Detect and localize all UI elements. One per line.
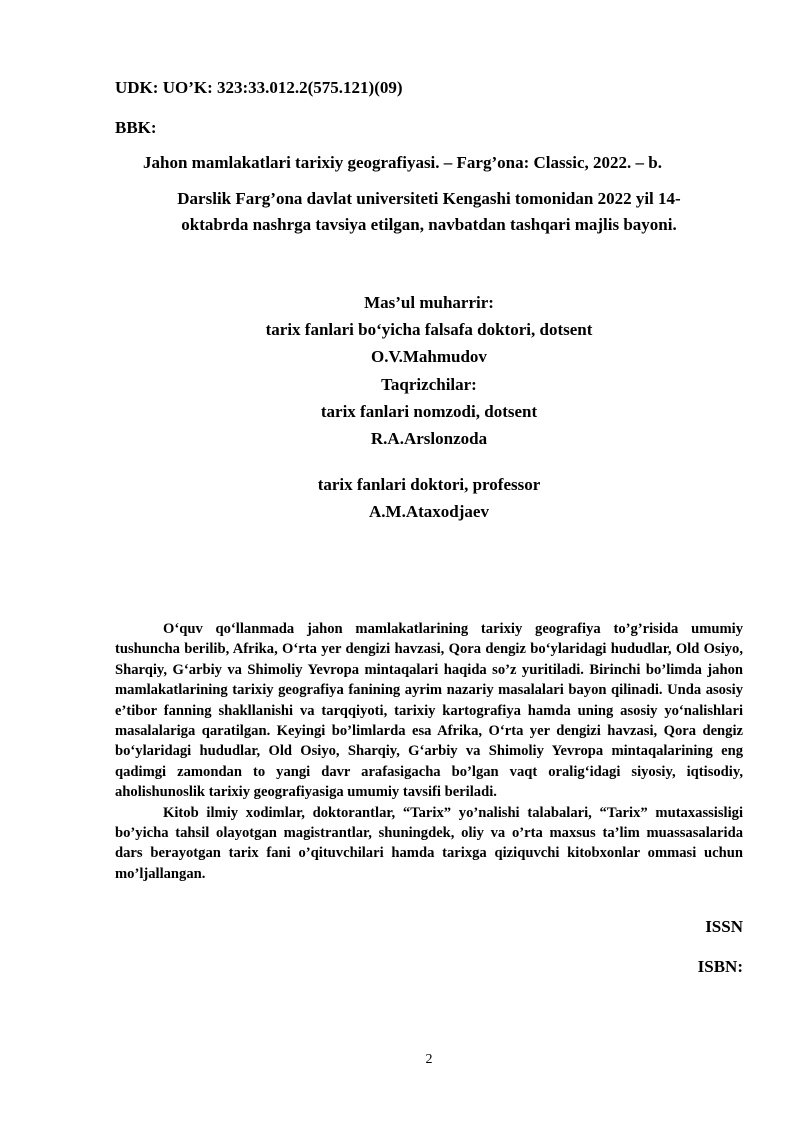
issn-label: ISSN <box>705 917 743 936</box>
recommendation-note <box>0 186 800 238</box>
isbn-label: ISBN: <box>697 957 743 976</box>
recommendation-line-1: Darslik Farg’ona davlat universiteti Kengashi tomonidan 2022 yil 14- <box>177 189 681 208</box>
reviewer-2-name: A.M.Ataxodjaev <box>369 502 489 521</box>
reviewer-2-block <box>0 471 800 525</box>
reviewers-block <box>0 371 800 452</box>
annotation-paragraph-1: O‘quv qo‘llanmada jahon mamlakatlarining tarixiy geografiya to’g’risida umumiy tushuncha berilib, Afrika, O‘rta yer dengizi havzasi, Qora dengiz bo‘ylaridagi hududlar, Old Osiyo, Sharqiy, G‘arbiy va Shimoliy Yevropa mintaqalari haqida so’z yuritiladi. Birinchi bo’limda jahon mamlakatlarining tarixiy geografiya fanining ayrim nazariy masalalari bayon qilinadi. Unda asosiy e’tibor fanning shakllanishi va tarqqiyoti, tarixiy kartografiya hamda uning asosiy yo‘nalishlari masalalariga qaratilgan. Keyingi bo’limlarda esa Afrika, O‘rta yer dengizi havzasi, Qora dengiz bo‘ylaridagi hududlar, Old Osiyo, Sharqiy, G‘arbiy va Shimoliy Yevropa mintaqalarining eng qadimgi zamondan to yangi davr arafasigacha bo’lgan vaqt oralig‘idagi siyosiy, iqtisodiy, aholishunoslik tarixiy geografiyasiga umumiy tavsifi beriladi. <box>115 621 743 801</box>
page-number: 2 <box>425 1052 433 1067</box>
annotation <box>115 619 743 884</box>
editor-heading: Mas’ul muharrir: <box>364 293 494 312</box>
reviewers-heading: Taqrizchilar: <box>381 375 477 394</box>
reviewer-2-title: tarix fanlari doktori, professor <box>317 475 541 494</box>
editor-block <box>0 289 800 370</box>
reviewer-1-title: tarix fanlari nomzodi, dotsent <box>320 402 538 421</box>
bbk-code: BBK: <box>115 118 157 137</box>
recommendation-line-2: oktabrda nashrga tavsiya etilgan, navbatdan tashqari majlis bayoni. <box>181 215 677 234</box>
editor-title: tarix fanlari bo‘yicha falsafa doktori, dotsent <box>265 320 593 339</box>
reviewer-1-name: R.A.Arslonzoda <box>370 429 488 448</box>
udk-code: UDK: UO’K: 323:33.012.2(575.121)(09) <box>115 78 403 97</box>
book-citation: Jahon mamlakatlari tarixiy geografiyasi. – Farg’ona: Classic, 2022. – b. <box>143 153 662 172</box>
editor-name: O.V.Mahmudov <box>371 347 487 366</box>
annotation-paragraph-2: Kitob ilmiy xodimlar, doktorantlar, “Tarix” yo’nalishi talabalari, “Tarix” mutaxassisligi bo’yicha tahsil olayotgan magistrantlar, shuningdek, oliy va o’rta maxsus ta’lim muassasalarida dars berayotgan tarix fani o’qituvchilari hamda tarixga qiziquvchi kitobxonlar ommasi uchun mo’ljallangan. <box>115 804 743 882</box>
